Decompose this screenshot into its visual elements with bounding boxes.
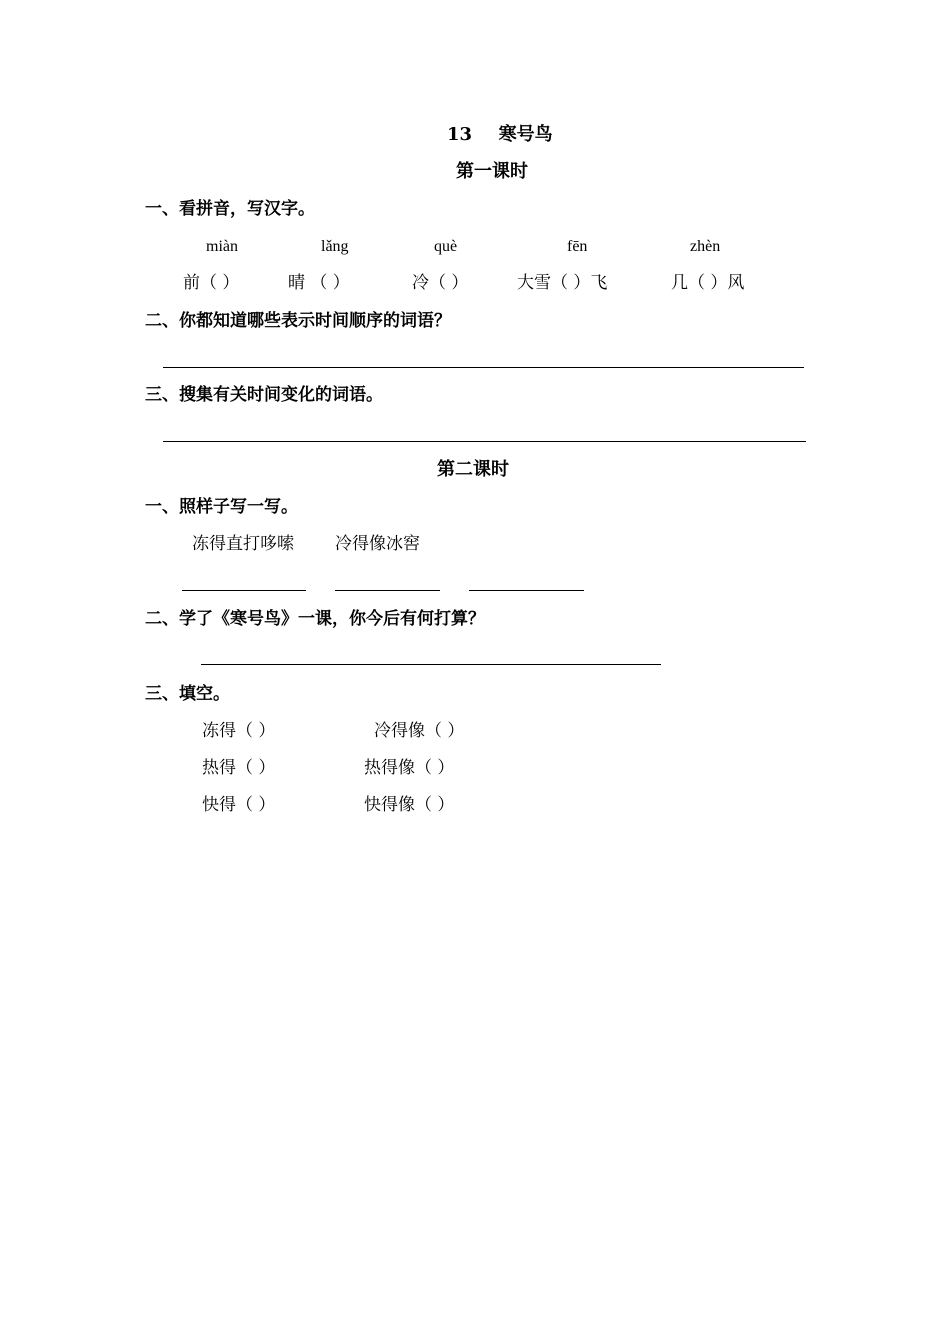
lesson2-heading: 第二课时	[437, 459, 509, 480]
page-title	[447, 126, 553, 144]
lesson-number: 13	[447, 124, 473, 145]
blank-row-3-left: 快得（ ）	[202, 795, 276, 815]
answer-line-example-2[interactable]	[335, 590, 440, 591]
blank-row-1-right: 冷得像（ ）	[374, 721, 465, 741]
blank-row-3-right: 快得像（ ）	[364, 795, 455, 815]
fill-item-5: 几（ ）风	[671, 273, 745, 293]
pinyin-5: zhèn	[690, 238, 721, 255]
fill-item-3: 冷（ ）	[412, 273, 469, 293]
lesson-name: 寒号鸟	[498, 124, 553, 145]
answer-line-example-1[interactable]	[182, 590, 306, 591]
fill-item-2: 晴 （ ）	[288, 273, 350, 293]
lesson1-q2-title: 二、你都知道哪些表示时间顺序的词语？	[145, 311, 451, 331]
blank-row-2-right: 热得像（ ）	[364, 758, 455, 778]
pinyin-3: què	[434, 238, 458, 255]
lesson2-q1-title: 一、照样子写一写。	[145, 497, 298, 517]
lesson2-q3-title: 三、填空。	[145, 684, 230, 704]
lesson1-heading: 第一课时	[456, 161, 528, 182]
lesson2-q2-title: 二、学了《寒号鸟》一课，你今后有何打算？	[145, 609, 485, 629]
example-phrase-2: 冷得像冰窖	[335, 534, 420, 554]
lesson1-q1-title: 一、看拼音，写汉字。	[145, 199, 315, 219]
fill-item-4: 大雪（ ）飞	[517, 273, 608, 293]
blank-row-1-left: 冻得（ ）	[202, 721, 276, 741]
pinyin-2: lǎng	[321, 238, 349, 255]
pinyin-4: fēn	[567, 238, 588, 255]
answer-line-time-order[interactable]	[163, 367, 804, 368]
blank-row-2-left: 热得（ ）	[202, 758, 276, 778]
lesson1-q3-title: 三、搜集有关时间变化的词语。	[145, 385, 383, 405]
example-phrase-1: 冻得直打哆嗦	[192, 534, 294, 554]
answer-line-plan[interactable]	[201, 664, 661, 665]
answer-line-example-3[interactable]	[469, 590, 584, 591]
answer-line-time-change[interactable]	[163, 441, 806, 442]
fill-item-1: 前（ ）	[183, 273, 240, 293]
pinyin-1: miàn	[206, 238, 238, 255]
